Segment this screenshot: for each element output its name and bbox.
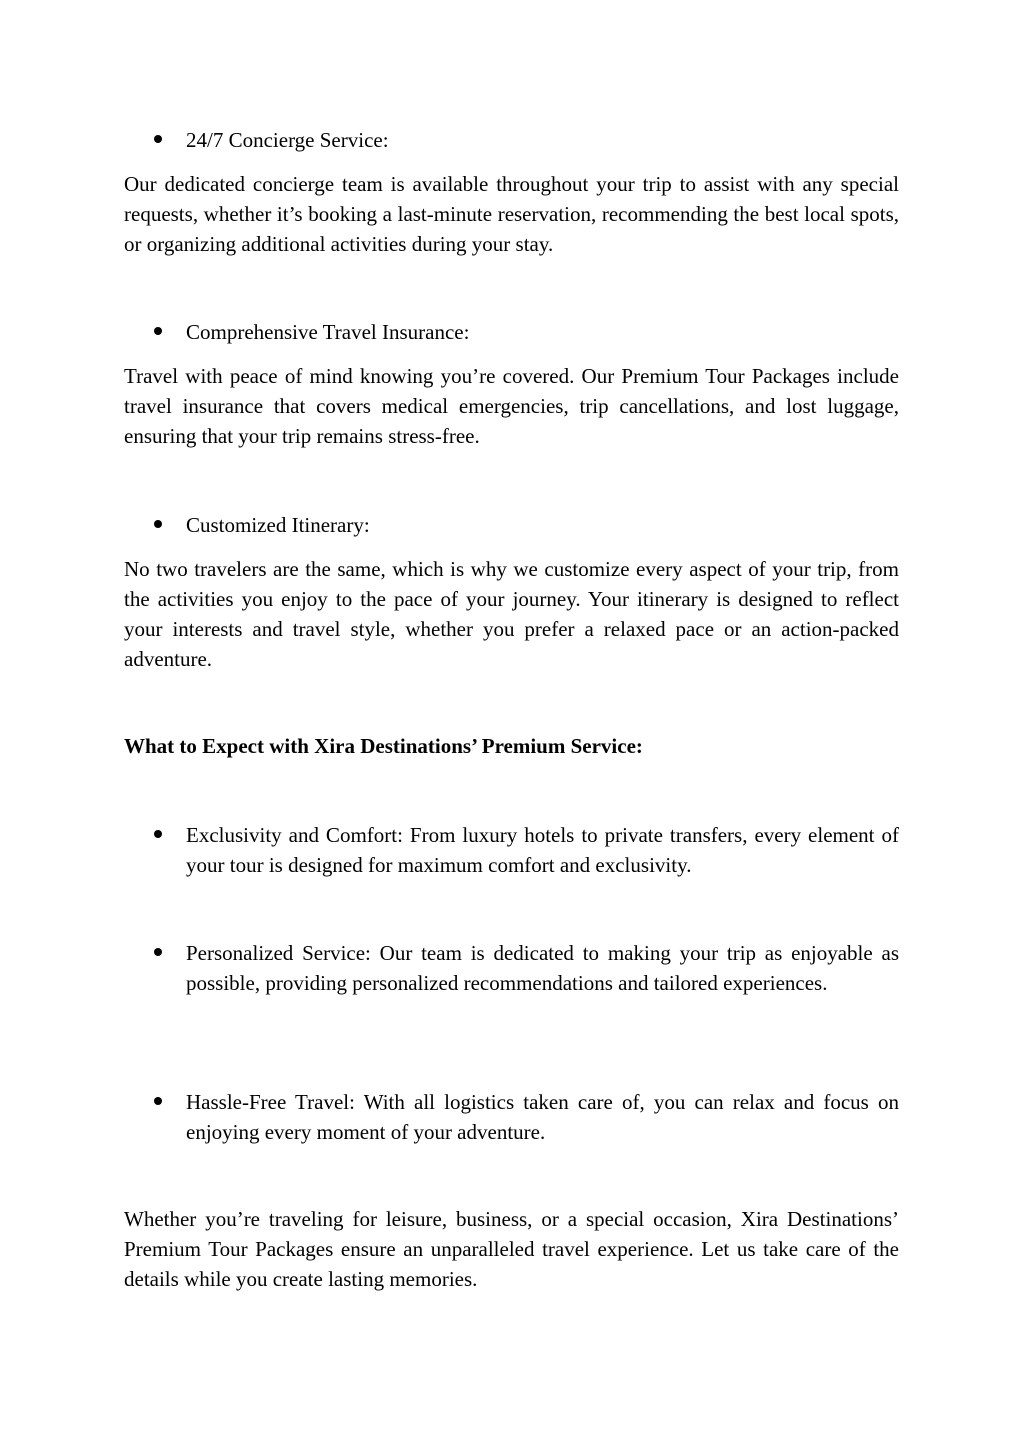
feature-body: No two travelers are the same, which is why we customize every aspect of your trip, from the activities you enjoy to the pace of your journey. Your itinerary is designed to reflect your interests and travel style, whether you prefer a relaxed pace or an action-packed adventure. — [124, 557, 899, 671]
feature-description — [124, 169, 899, 259]
feature-description — [124, 361, 899, 451]
closing-paragraph: Whether you’re traveling for leisure, business, or a special occasion, Xira Destinations’ Premium Tour Packages ensure an unparalleled travel experience. Let us take care of the details while you create lasting memories. — [124, 1207, 899, 1291]
closing-block — [124, 1204, 899, 1294]
feature-body: Travel with peace of mind knowing you’re covered. Our Premium Tour Packages include travel insurance that covers medical emergencies, trip cancellations, and lost luggage, ensuring that your trip remains stress-free. — [124, 364, 899, 448]
bullet-icon — [154, 948, 162, 956]
section-heading-block — [124, 731, 899, 761]
expect-list-item — [124, 938, 899, 998]
bullet-icon — [154, 327, 162, 335]
feature-title: Customized Itinerary: — [186, 513, 370, 537]
feature-bullet — [124, 317, 899, 347]
feature-title: 24/7 Concierge Service: — [186, 128, 389, 152]
feature-description — [124, 554, 899, 674]
bullet-icon — [154, 135, 162, 143]
bullet-icon — [154, 830, 162, 838]
expect-item-text: Exclusivity and Comfort: From luxury hotels to private transfers, every element of your tour is designed for maximum comfort and exclusivity. — [186, 823, 899, 877]
expect-list-item — [124, 820, 899, 880]
feature-bullet — [124, 125, 899, 155]
expect-list-item — [124, 1087, 899, 1147]
expect-item-text: Personalized Service: Our team is dedicated to making your trip as enjoyable as possible, providing personalized recommendations and tailored experiences. — [186, 941, 899, 995]
feature-bullet — [124, 510, 899, 540]
feature-body: Our dedicated concierge team is available throughout your trip to assist with any special requests, whether it’s booking a last-minute reservation, recommending the best local spots, or organizing additional activities during your stay. — [124, 172, 899, 256]
bullet-icon — [154, 1097, 162, 1105]
bullet-icon — [154, 520, 162, 528]
feature-title: Comprehensive Travel Insurance: — [186, 320, 470, 344]
section-heading: What to Expect with Xira Destinations’ Premium Service: — [124, 734, 643, 758]
expect-item-text: Hassle-Free Travel: With all logistics taken care of, you can relax and focus on enjoying every moment of your adventure. — [186, 1090, 899, 1144]
